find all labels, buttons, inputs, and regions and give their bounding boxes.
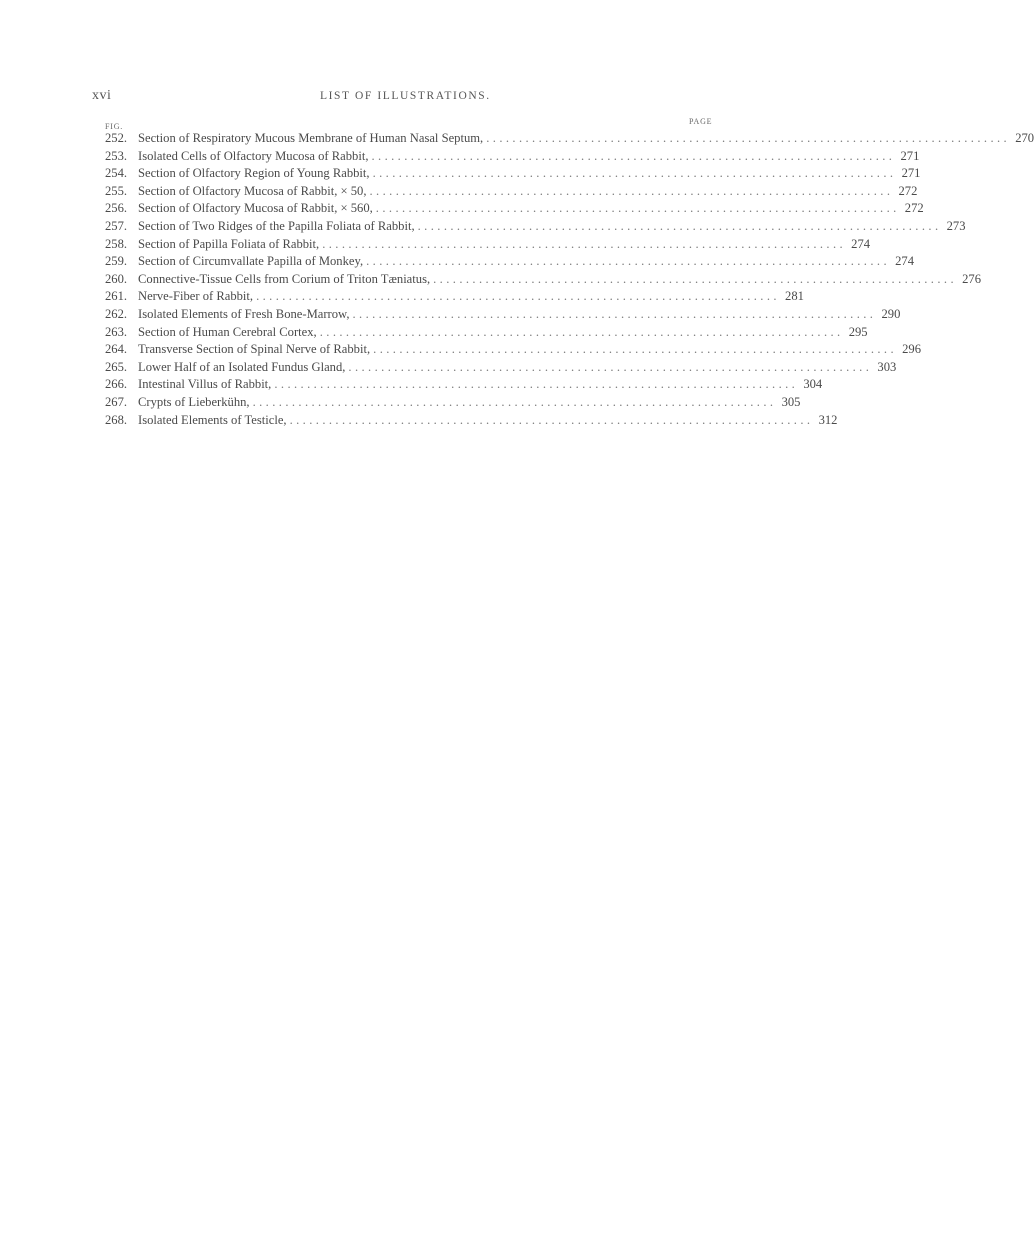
page-reference: 273 [946,218,966,233]
page-reference: 303 [877,359,897,374]
dot-leader: ................................................................................ [371,148,896,163]
figure-number: 253. [105,148,128,163]
figure-number: 265. [105,359,128,374]
page-reference: 290 [881,306,901,321]
illustrations-list [105,130,1034,429]
page-column-label: PAGE [689,117,713,126]
figure-number: 264. [105,342,128,357]
list-item [105,253,914,271]
figure-number: 257. [105,218,128,233]
figure-number: 267. [105,394,128,409]
dot-leader: ................................................................................ [289,412,814,427]
list-item [105,200,924,218]
dot-leader: ................................................................................ [322,236,847,251]
list-item [105,359,897,377]
list-item [105,183,918,201]
page-reference: 312 [818,412,838,427]
page-reference: 304 [803,377,823,392]
dot-leader: ................................................................................ [433,271,957,286]
page-reference: 271 [900,148,920,163]
figure-number: 263. [105,324,128,339]
page-reference: 305 [781,394,801,409]
figure-caption: Section of Olfactory Mucosa of Rabbit, × 50, [138,183,367,198]
figure-number: 258. [105,236,128,251]
figure-caption: Intestinal Villus of Rabbit, [138,377,272,392]
dot-leader: ................................................................................ [352,306,877,321]
page-reference: 296 [902,342,922,357]
dot-leader: ................................................................................ [369,183,894,198]
figure-caption: Lower Half of an Isolated Fundus Gland, [138,359,346,374]
figure-caption: Crypts of Lieberkühn, [138,394,250,409]
dot-leader: ................................................................................ [319,324,844,339]
figure-caption: Section of Human Cerebral Cortex, [138,324,317,339]
dot-leader: ................................................................................ [256,289,780,304]
dot-leader: ................................................................................ [366,254,890,269]
figure-caption: Connective-Tissue Cells from Corium of Triton Tæniatus, [138,271,431,286]
list-item [105,165,921,183]
figure-caption: Isolated Cells of Olfactory Mucosa of Rabbit, [138,148,369,163]
dot-leader: ................................................................................ [274,377,799,392]
figure-caption: Section of Two Ridges of the Papilla Foliata of Rabbit, [138,218,415,233]
figure-caption: Section of Circumvallate Papilla of Monkey, [138,254,364,269]
page-reference: 271 [901,166,921,181]
dot-leader: ................................................................................ [486,131,1011,145]
figure-caption: Isolated Elements of Fresh Bone-Marrow, [138,306,350,321]
figure-number: 254. [105,166,128,181]
figure-number: 252. [105,131,128,145]
page-reference: 272 [904,201,924,216]
list-item [105,130,1034,148]
dot-leader: ................................................................................ [348,359,873,374]
figure-caption: Isolated Elements of Testicle, [138,412,287,427]
list-item [105,341,922,359]
figure-caption: Transverse Section of Spinal Nerve of Rabbit, [138,342,371,357]
page-reference: 274 [851,236,871,251]
figure-number: 260. [105,271,128,286]
list-item [105,148,920,166]
page-reference: 295 [848,324,868,339]
list-item [105,394,801,412]
dot-leader: ................................................................................ [252,394,777,409]
figure-caption: Section of Olfactory Region of Young Rabbit, [138,166,370,181]
figure-caption: Section of Respiratory Mucous Membrane of Human Nasal Septum, [138,131,484,145]
fig-column-label: FIG. [105,122,124,131]
figure-number: 256. [105,201,128,216]
dot-leader: ................................................................................ [372,166,897,181]
page-reference: 270 [1015,131,1034,145]
figure-number: 259. [105,254,128,269]
dot-leader: ................................................................................ [417,218,942,233]
list-item [105,288,804,306]
figure-number: 268. [105,412,128,427]
page-reference: 274 [895,254,914,269]
dot-leader: ................................................................................ [373,342,898,357]
list-item [105,306,901,324]
list-item [105,218,966,236]
figure-number: 261. [105,289,128,304]
list-item [105,412,838,430]
list-item [105,376,823,394]
page-number: xvi [92,88,112,103]
figure-caption: Nerve-Fiber of Rabbit, [138,289,254,304]
list-item [105,236,871,254]
figure-number: 262. [105,306,128,321]
page-reference: 276 [962,271,981,286]
running-title: LIST OF ILLUSTRATIONS. [320,90,491,102]
figure-number: 255. [105,183,128,198]
list-item [105,271,981,289]
page-reference: 272 [898,183,918,198]
figure-number: 266. [105,377,128,392]
page-reference: 281 [785,289,804,304]
figure-caption: Section of Olfactory Mucosa of Rabbit, × 560, [138,201,373,216]
figure-caption: Section of Papilla Foliata of Rabbit, [138,236,320,251]
dot-leader: ................................................................................ [375,201,900,216]
list-item [105,324,868,342]
